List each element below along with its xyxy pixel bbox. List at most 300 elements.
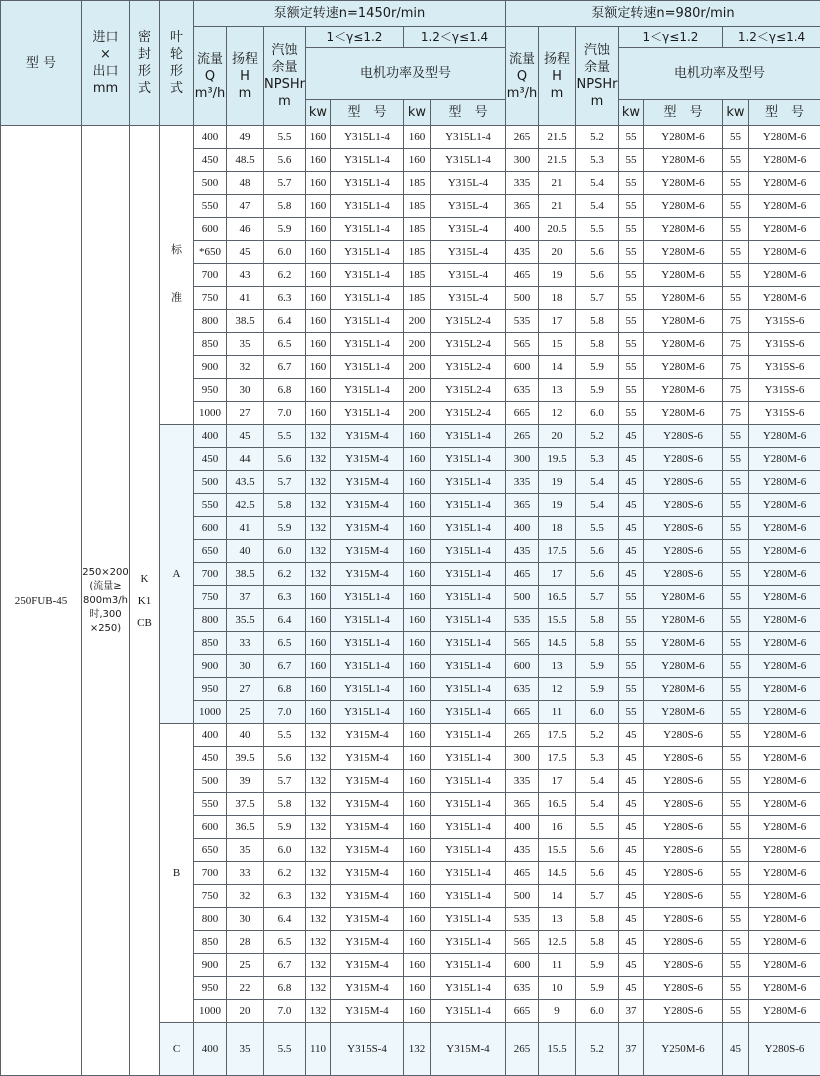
cell-motor-r1-980: Y280S-6 — [644, 494, 723, 517]
cell-flow-980: 335 — [506, 471, 539, 494]
cell-head-980: 17.5 — [539, 747, 576, 770]
cell-head-1450: 32 — [227, 356, 264, 379]
cell-motor-r2-980: Y280M-6 — [749, 126, 820, 149]
cell-motor-r1-980: Y280S-6 — [644, 977, 723, 1000]
cell-flow-980: 665 — [506, 701, 539, 724]
cell-motor-r1-980: Y250M-6 — [644, 1023, 723, 1076]
cell-motor-r1-980: Y280S-6 — [644, 540, 723, 563]
cell-motor-r2-980: Y280M-6 — [749, 724, 820, 747]
cell-flow-980: 300 — [506, 747, 539, 770]
cell-head-1450: 35 — [227, 1023, 264, 1076]
cell-head-1450: 35 — [227, 839, 264, 862]
cell-motor-r1-1450: Y315M-4 — [331, 724, 404, 747]
cell-head-1450: 43.5 — [227, 471, 264, 494]
cell-motor-r2-1450: Y315L1-4 — [431, 747, 506, 770]
cell-motor-r2-1450: Y315L1-4 — [431, 770, 506, 793]
cell-kw-r2-980: 55 — [723, 954, 749, 977]
cell-motor-r1-1450: Y315M-4 — [331, 977, 404, 1000]
cell-kw-r1-1450: 132 — [306, 885, 331, 908]
cell-kw-r1-1450: 132 — [306, 448, 331, 471]
cell-motor-r2-980: Y280M-6 — [749, 517, 820, 540]
cell-kw-r1-1450: 160 — [306, 149, 331, 172]
cell-motor-r1-980: Y280M-6 — [644, 218, 723, 241]
cell-kw-r2-1450: 160 — [404, 425, 431, 448]
cell-kw-r1-980: 55 — [619, 609, 644, 632]
cell-kw-r1-1450: 132 — [306, 793, 331, 816]
cell-motor-r1-1450: Y315M-4 — [331, 885, 404, 908]
cell-npsh-1450: 6.2 — [264, 862, 306, 885]
cell-kw-r2-980: 55 — [723, 632, 749, 655]
cell-motor-r1-980: Y280M-6 — [644, 678, 723, 701]
cell-motor-r1-1450: Y315L1-4 — [331, 310, 404, 333]
cell-kw-r2-1450: 185 — [404, 172, 431, 195]
cell-motor-r1-1450: Y315L1-4 — [331, 678, 404, 701]
cell-kw-r1-1450: 160 — [306, 632, 331, 655]
cell-head-1450: 39 — [227, 770, 264, 793]
cell-motor-r1-980: Y280S-6 — [644, 816, 723, 839]
cell-npsh-1450: 6.8 — [264, 379, 306, 402]
cell-kw-r1-980: 55 — [619, 126, 644, 149]
cell-npsh-980: 5.6 — [576, 241, 619, 264]
cell-kw-r1-1450: 132 — [306, 908, 331, 931]
cell-motor-r1-980: Y280S-6 — [644, 770, 723, 793]
cell-motor-r1-980: Y280M-6 — [644, 701, 723, 724]
cell-kw-r1-1450: 160 — [306, 310, 331, 333]
cell-motor-r2-980: Y280M-6 — [749, 448, 820, 471]
cell-kw-r2-1450: 200 — [404, 379, 431, 402]
cell-kw-r2-980: 55 — [723, 747, 749, 770]
cell-kw-r1-980: 55 — [619, 655, 644, 678]
cell-npsh-1450: 6.3 — [264, 885, 306, 908]
cell-flow-1450: 600 — [194, 218, 227, 241]
cell-npsh-1450: 6.0 — [264, 241, 306, 264]
cell-npsh-1450: 5.9 — [264, 816, 306, 839]
cell-kw-r1-980: 45 — [619, 425, 644, 448]
cell-kw-r1-980: 45 — [619, 931, 644, 954]
cell-kw-r1-980: 55 — [619, 310, 644, 333]
header-type: 型 号 — [644, 100, 723, 126]
header-flow-980: 流量 Q m³/h — [506, 27, 539, 126]
cell-motor-r1-980: Y280S-6 — [644, 425, 723, 448]
cell-kw-r1-980: 55 — [619, 195, 644, 218]
cell-kw-r2-1450: 160 — [404, 609, 431, 632]
cell-kw-r1-980: 45 — [619, 908, 644, 931]
header-range2-980: 1.2＜γ≤1.4 — [723, 27, 820, 48]
cell-motor-r1-980: Y280M-6 — [644, 264, 723, 287]
cell-motor-r2-1450: Y315L1-4 — [431, 977, 506, 1000]
cell-flow-980: 565 — [506, 632, 539, 655]
cell-kw-r2-980: 55 — [723, 172, 749, 195]
cell-kw-r2-980: 55 — [723, 839, 749, 862]
impeller-type: C — [160, 1023, 194, 1076]
cell-flow-1450: 1000 — [194, 701, 227, 724]
cell-flow-1450: *650 — [194, 241, 227, 264]
cell-kw-r1-1450: 132 — [306, 724, 331, 747]
cell-motor-r2-980: Y280M-6 — [749, 701, 820, 724]
cell-npsh-1450: 6.3 — [264, 287, 306, 310]
cell-flow-980: 635 — [506, 379, 539, 402]
cell-npsh-1450: 5.5 — [264, 126, 306, 149]
port-size: 250×200 (流量≥ 800m3/h 时,300 ×250) — [82, 126, 130, 1076]
header-range1-980: 1＜γ≤1.2 — [619, 27, 723, 48]
cell-head-1450: 40 — [227, 724, 264, 747]
cell-npsh-1450: 6.5 — [264, 931, 306, 954]
cell-flow-980: 465 — [506, 563, 539, 586]
cell-kw-r1-1450: 132 — [306, 931, 331, 954]
cell-motor-r1-1450: Y315L1-4 — [331, 333, 404, 356]
cell-flow-1450: 600 — [194, 816, 227, 839]
cell-kw-r2-980: 55 — [723, 517, 749, 540]
cell-flow-1450: 750 — [194, 586, 227, 609]
cell-kw-r1-1450: 160 — [306, 609, 331, 632]
header-npsh-980: 汽蚀 余量 NPSHr m — [576, 27, 619, 126]
header-ports: 进口 × 出口 mm — [82, 1, 130, 126]
cell-npsh-1450: 5.6 — [264, 149, 306, 172]
cell-kw-r2-1450: 160 — [404, 862, 431, 885]
cell-kw-r2-1450: 160 — [404, 540, 431, 563]
cell-npsh-980: 5.5 — [576, 816, 619, 839]
cell-motor-r2-980: Y280M-6 — [749, 908, 820, 931]
cell-head-980: 15.5 — [539, 839, 576, 862]
cell-kw-r2-980: 75 — [723, 402, 749, 425]
cell-flow-980: 435 — [506, 241, 539, 264]
cell-kw-r1-980: 55 — [619, 218, 644, 241]
cell-kw-r1-980: 45 — [619, 494, 644, 517]
cell-head-1450: 39.5 — [227, 747, 264, 770]
cell-motor-r2-1450: Y315L1-4 — [431, 862, 506, 885]
cell-npsh-1450: 6.8 — [264, 977, 306, 1000]
cell-motor-r2-1450: Y315L1-4 — [431, 793, 506, 816]
cell-motor-r2-1450: Y315L1-4 — [431, 678, 506, 701]
impeller-type: 标 准 — [160, 126, 194, 425]
cell-npsh-1450: 6.4 — [264, 310, 306, 333]
cell-kw-r2-1450: 160 — [404, 724, 431, 747]
cell-head-1450: 25 — [227, 954, 264, 977]
cell-kw-r1-980: 45 — [619, 448, 644, 471]
cell-motor-r2-1450: Y315L1-4 — [431, 839, 506, 862]
cell-head-980: 16.5 — [539, 793, 576, 816]
cell-kw-r1-1450: 160 — [306, 678, 331, 701]
cell-motor-r2-980: Y280M-6 — [749, 172, 820, 195]
cell-npsh-1450: 5.7 — [264, 770, 306, 793]
cell-head-980: 14.5 — [539, 632, 576, 655]
cell-motor-r2-1450: Y315L1-4 — [431, 471, 506, 494]
cell-head-980: 19.5 — [539, 448, 576, 471]
header-impeller: 叶 轮 形 式 — [160, 1, 194, 126]
cell-motor-r1-1450: Y315M-4 — [331, 540, 404, 563]
cell-npsh-1450: 5.7 — [264, 172, 306, 195]
cell-npsh-980: 5.9 — [576, 379, 619, 402]
cell-flow-980: 635 — [506, 678, 539, 701]
cell-motor-r1-980: Y280M-6 — [644, 632, 723, 655]
cell-kw-r1-1450: 132 — [306, 747, 331, 770]
cell-motor-r1-980: Y280M-6 — [644, 356, 723, 379]
cell-kw-r1-980: 55 — [619, 678, 644, 701]
cell-motor-r2-980: Y315S-6 — [749, 310, 820, 333]
cell-kw-r1-1450: 132 — [306, 862, 331, 885]
header-type: 型 号 — [749, 100, 820, 126]
cell-motor-r2-980: Y315S-6 — [749, 379, 820, 402]
cell-head-1450: 33 — [227, 862, 264, 885]
cell-kw-r2-1450: 185 — [404, 264, 431, 287]
cell-kw-r1-980: 45 — [619, 954, 644, 977]
cell-motor-r2-980: Y280M-6 — [749, 540, 820, 563]
cell-motor-r2-980: Y280M-6 — [749, 586, 820, 609]
cell-kw-r1-1450: 132 — [306, 494, 331, 517]
cell-kw-r2-980: 55 — [723, 609, 749, 632]
impeller-type: B — [160, 724, 194, 1023]
cell-head-980: 13 — [539, 379, 576, 402]
cell-motor-r2-980: Y280M-6 — [749, 218, 820, 241]
cell-npsh-1450: 6.8 — [264, 678, 306, 701]
cell-npsh-1450: 6.2 — [264, 264, 306, 287]
cell-npsh-1450: 6.5 — [264, 632, 306, 655]
header-head-1450: 扬程 H m — [227, 27, 264, 126]
cell-kw-r2-1450: 200 — [404, 402, 431, 425]
header-type: 型 号 — [431, 100, 506, 126]
cell-motor-r1-980: Y280M-6 — [644, 310, 723, 333]
cell-motor-r2-980: Y280M-6 — [749, 609, 820, 632]
cell-flow-1450: 850 — [194, 632, 227, 655]
cell-kw-r2-1450: 160 — [404, 678, 431, 701]
cell-kw-r2-980: 55 — [723, 448, 749, 471]
cell-head-980: 21.5 — [539, 126, 576, 149]
cell-motor-r1-1450: Y315M-4 — [331, 839, 404, 862]
cell-kw-r2-980: 75 — [723, 310, 749, 333]
cell-kw-r1-980: 45 — [619, 793, 644, 816]
cell-kw-r1-1450: 160 — [306, 241, 331, 264]
cell-motor-r1-1450: Y315M-4 — [331, 448, 404, 471]
cell-npsh-1450: 6.4 — [264, 908, 306, 931]
cell-npsh-1450: 6.7 — [264, 954, 306, 977]
cell-motor-r2-1450: Y315L1-4 — [431, 655, 506, 678]
cell-kw-r1-980: 37 — [619, 1023, 644, 1076]
cell-npsh-980: 5.2 — [576, 126, 619, 149]
cell-flow-980: 600 — [506, 954, 539, 977]
cell-kw-r1-1450: 160 — [306, 701, 331, 724]
header-type: 型 号 — [331, 100, 404, 126]
cell-motor-r2-1450: Y315L-4 — [431, 218, 506, 241]
cell-head-1450: 47 — [227, 195, 264, 218]
cell-kw-r1-980: 45 — [619, 540, 644, 563]
cell-kw-r1-1450: 160 — [306, 356, 331, 379]
cell-head-1450: 45 — [227, 425, 264, 448]
cell-head-980: 14 — [539, 356, 576, 379]
cell-npsh-980: 5.9 — [576, 977, 619, 1000]
cell-kw-r1-980: 45 — [619, 839, 644, 862]
model-name: 250FUB-45 — [1, 126, 82, 1076]
cell-head-1450: 37.5 — [227, 793, 264, 816]
cell-kw-r1-1450: 160 — [306, 195, 331, 218]
cell-kw-r2-980: 55 — [723, 678, 749, 701]
cell-motor-r2-1450: Y315L1-4 — [431, 885, 506, 908]
cell-flow-1450: 650 — [194, 540, 227, 563]
cell-motor-r2-1450: Y315L-4 — [431, 172, 506, 195]
cell-motor-r2-980: Y280M-6 — [749, 862, 820, 885]
cell-flow-1450: 450 — [194, 747, 227, 770]
cell-motor-r1-1450: Y315M-4 — [331, 954, 404, 977]
cell-kw-r2-1450: 160 — [404, 655, 431, 678]
cell-head-1450: 38.5 — [227, 310, 264, 333]
cell-npsh-980: 5.4 — [576, 770, 619, 793]
cell-flow-1450: 750 — [194, 885, 227, 908]
cell-kw-r2-1450: 160 — [404, 793, 431, 816]
cell-flow-1450: 900 — [194, 655, 227, 678]
cell-kw-r2-980: 55 — [723, 425, 749, 448]
cell-npsh-980: 5.6 — [576, 540, 619, 563]
cell-head-980: 16.5 — [539, 586, 576, 609]
cell-motor-r1-1450: Y315L1-4 — [331, 586, 404, 609]
cell-motor-r1-980: Y280S-6 — [644, 931, 723, 954]
cell-flow-980: 335 — [506, 172, 539, 195]
cell-motor-r1-980: Y280M-6 — [644, 586, 723, 609]
cell-flow-1450: 700 — [194, 264, 227, 287]
cell-head-1450: 36.5 — [227, 816, 264, 839]
cell-motor-r1-980: Y280M-6 — [644, 655, 723, 678]
cell-npsh-980: 5.5 — [576, 218, 619, 241]
cell-npsh-980: 5.6 — [576, 839, 619, 862]
cell-kw-r2-980: 55 — [723, 793, 749, 816]
cell-motor-r1-980: Y280M-6 — [644, 379, 723, 402]
cell-motor-r2-980: Y280M-6 — [749, 885, 820, 908]
cell-motor-r1-1450: Y315M-4 — [331, 517, 404, 540]
cell-motor-r2-980: Y280M-6 — [749, 471, 820, 494]
cell-kw-r1-1450: 132 — [306, 563, 331, 586]
cell-npsh-980: 5.3 — [576, 747, 619, 770]
cell-npsh-1450: 5.8 — [264, 195, 306, 218]
cell-npsh-980: 5.2 — [576, 425, 619, 448]
cell-kw-r1-980: 55 — [619, 586, 644, 609]
cell-motor-r2-1450: Y315L2-4 — [431, 379, 506, 402]
cell-head-1450: 41 — [227, 287, 264, 310]
header-npsh-1450: 汽蚀 余量 NPSHr m — [264, 27, 306, 126]
cell-flow-1450: 800 — [194, 609, 227, 632]
cell-motor-r1-1450: Y315M-4 — [331, 471, 404, 494]
cell-flow-980: 665 — [506, 402, 539, 425]
cell-flow-980: 365 — [506, 195, 539, 218]
cell-flow-980: 300 — [506, 448, 539, 471]
cell-kw-r2-1450: 160 — [404, 494, 431, 517]
cell-flow-980: 665 — [506, 1000, 539, 1023]
cell-npsh-1450: 6.2 — [264, 563, 306, 586]
header-speed-980: 泵额定转速n=980r/min — [506, 1, 820, 27]
cell-npsh-980: 5.3 — [576, 448, 619, 471]
cell-kw-r2-1450: 160 — [404, 931, 431, 954]
cell-flow-980: 335 — [506, 770, 539, 793]
cell-motor-r2-980: Y280M-6 — [749, 241, 820, 264]
cell-motor-r2-1450: Y315L1-4 — [431, 517, 506, 540]
header-kw: kw — [723, 100, 749, 126]
cell-flow-1450: 850 — [194, 333, 227, 356]
cell-motor-r2-1450: Y315L1-4 — [431, 494, 506, 517]
cell-kw-r2-980: 55 — [723, 862, 749, 885]
cell-motor-r2-1450: Y315L2-4 — [431, 333, 506, 356]
cell-motor-r2-980: Y280M-6 — [749, 977, 820, 1000]
cell-head-980: 20 — [539, 241, 576, 264]
cell-kw-r2-1450: 160 — [404, 816, 431, 839]
cell-npsh-1450: 7.0 — [264, 1000, 306, 1023]
cell-kw-r2-1450: 160 — [404, 701, 431, 724]
cell-flow-1450: 650 — [194, 839, 227, 862]
cell-flow-980: 500 — [506, 885, 539, 908]
cell-flow-1450: 800 — [194, 310, 227, 333]
cell-motor-r2-980: Y280M-6 — [749, 149, 820, 172]
cell-motor-r2-1450: Y315L1-4 — [431, 1000, 506, 1023]
cell-kw-r1-1450: 132 — [306, 816, 331, 839]
cell-npsh-980: 5.6 — [576, 264, 619, 287]
cell-motor-r1-1450: Y315L1-4 — [331, 218, 404, 241]
cell-motor-r2-980: Y315S-6 — [749, 356, 820, 379]
cell-flow-980: 435 — [506, 540, 539, 563]
cell-motor-r1-980: Y280M-6 — [644, 402, 723, 425]
cell-motor-r2-1450: Y315L1-4 — [431, 586, 506, 609]
header-range2-1450: 1.2＜γ≤1.4 — [404, 27, 506, 48]
cell-kw-r2-980: 55 — [723, 586, 749, 609]
cell-npsh-1450: 5.8 — [264, 494, 306, 517]
cell-flow-1450: 550 — [194, 793, 227, 816]
cell-kw-r2-980: 55 — [723, 264, 749, 287]
cell-npsh-980: 5.9 — [576, 655, 619, 678]
cell-kw-r1-1450: 160 — [306, 264, 331, 287]
header-kw: kw — [306, 100, 331, 126]
cell-kw-r1-980: 45 — [619, 563, 644, 586]
cell-flow-980: 565 — [506, 333, 539, 356]
cell-kw-r2-980: 55 — [723, 885, 749, 908]
cell-flow-980: 265 — [506, 425, 539, 448]
cell-motor-r2-980: Y280M-6 — [749, 563, 820, 586]
cell-kw-r1-1450: 132 — [306, 839, 331, 862]
cell-head-980: 10 — [539, 977, 576, 1000]
cell-npsh-1450: 5.6 — [264, 448, 306, 471]
cell-motor-r1-980: Y280S-6 — [644, 839, 723, 862]
cell-head-980: 11 — [539, 954, 576, 977]
cell-head-980: 18 — [539, 517, 576, 540]
cell-npsh-1450: 6.3 — [264, 586, 306, 609]
cell-kw-r1-980: 55 — [619, 379, 644, 402]
cell-flow-980: 300 — [506, 149, 539, 172]
cell-npsh-1450: 5.8 — [264, 793, 306, 816]
cell-flow-1450: 450 — [194, 149, 227, 172]
cell-npsh-1450: 6.0 — [264, 839, 306, 862]
cell-kw-r2-1450: 160 — [404, 149, 431, 172]
cell-motor-r1-1450: Y315M-4 — [331, 425, 404, 448]
cell-kw-r2-1450: 160 — [404, 954, 431, 977]
cell-npsh-980: 5.9 — [576, 356, 619, 379]
cell-kw-r1-980: 45 — [619, 517, 644, 540]
header-seal: 密 封 形 式 — [130, 1, 160, 126]
cell-head-1450: 27 — [227, 678, 264, 701]
cell-kw-r2-1450: 160 — [404, 1000, 431, 1023]
cell-npsh-980: 6.0 — [576, 1000, 619, 1023]
cell-motor-r2-1450: Y315L1-4 — [431, 563, 506, 586]
cell-motor-r1-980: Y280M-6 — [644, 172, 723, 195]
cell-flow-980: 600 — [506, 655, 539, 678]
cell-npsh-1450: 5.7 — [264, 471, 306, 494]
cell-motor-r2-980: Y280S-6 — [749, 1023, 820, 1076]
cell-head-1450: 22 — [227, 977, 264, 1000]
cell-motor-r2-1450: Y315L1-4 — [431, 816, 506, 839]
cell-kw-r2-980: 55 — [723, 908, 749, 931]
cell-motor-r2-980: Y280M-6 — [749, 816, 820, 839]
cell-motor-r2-980: Y280M-6 — [749, 954, 820, 977]
cell-kw-r2-1450: 185 — [404, 241, 431, 264]
cell-kw-r1-1450: 160 — [306, 126, 331, 149]
cell-motor-r1-980: Y280S-6 — [644, 885, 723, 908]
cell-npsh-1450: 7.0 — [264, 701, 306, 724]
cell-motor-r2-980: Y280M-6 — [749, 793, 820, 816]
cell-kw-r2-980: 55 — [723, 931, 749, 954]
header-range1-1450: 1＜γ≤1.2 — [306, 27, 404, 48]
